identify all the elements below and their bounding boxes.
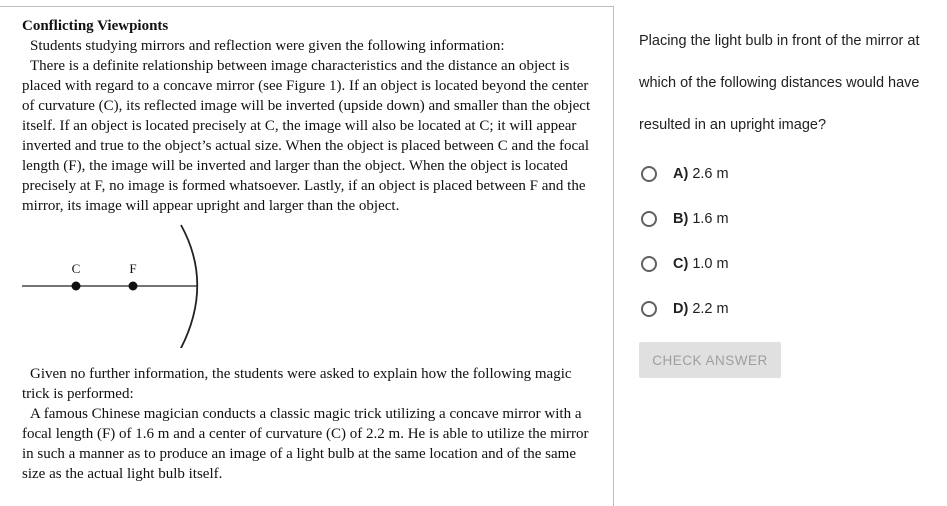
passage-question-intro: Given no further information, the students were asked to explain how the following magic trick is performed: xyxy=(22,366,572,402)
passage-info: There is a definite relationship between image characteristics and the distance an object is placed with regard to a concave mirror (see Figure 1). If an object is located beyond the center of curvature (C), its reflected image will be inverted (upside down) and smaller than the object itself. If an object is located precisely at C, the image will also be located at C; it will appear inverted and true to the object’s actual size. When the object is placed between C and the focal length (F), the image will be inverted and larger than the object. When the object is located precisely at F, no image is formed whatsoever. Lastly, if an object is placed between F and the mirror, its image will appear upright and larger than the object. xyxy=(22,58,591,214)
option-b-letter: B) xyxy=(673,211,689,227)
option-a[interactable] xyxy=(641,163,729,185)
radio-b[interactable] xyxy=(641,211,657,227)
option-d-letter: D) xyxy=(673,301,689,317)
option-a-text: 2.6 m xyxy=(692,166,729,182)
option-a-letter: A) xyxy=(673,166,689,182)
figure-1-concave-mirror xyxy=(0,213,220,348)
option-c[interactable] xyxy=(641,253,729,275)
question-line-3: resulted in an upright image? xyxy=(639,117,827,133)
point-f xyxy=(129,282,138,291)
option-c-letter: C) xyxy=(673,256,689,272)
passage-trick: A famous Chinese magician conducts a classic magic trick utilizing a concave mirror with a focal length (F) of 1.6 m and a center of curvature (C) of 2.2 m. He is able to utilize the mirror in such a manner as to produce an image of a light bulb at the same location and of the same size as the actual light bulb itself. xyxy=(22,406,589,482)
passage-intro: Students studying mirrors and reflection were given the following information: xyxy=(30,38,505,54)
question-line-2: which of the following distances would have xyxy=(639,75,920,91)
label-c: C xyxy=(71,261,81,276)
option-b-text: 1.6 m xyxy=(692,211,729,227)
passage-title: Conflicting Viewpionts xyxy=(22,18,169,34)
radio-c[interactable] xyxy=(641,256,657,272)
radio-a[interactable] xyxy=(641,166,657,182)
point-c xyxy=(72,282,81,291)
label-f: F xyxy=(129,261,137,276)
option-c-text: 1.0 m xyxy=(692,256,729,272)
passage-panel xyxy=(0,6,614,506)
radio-d[interactable] xyxy=(641,301,657,317)
option-d-text: 2.2 m xyxy=(692,301,729,317)
option-d[interactable] xyxy=(641,298,729,320)
question-line-1: Placing the light bulb in front of the mirror at xyxy=(639,33,920,49)
option-b[interactable] xyxy=(641,208,729,230)
check-answer-button[interactable]: CHECK ANSWER xyxy=(639,342,781,378)
